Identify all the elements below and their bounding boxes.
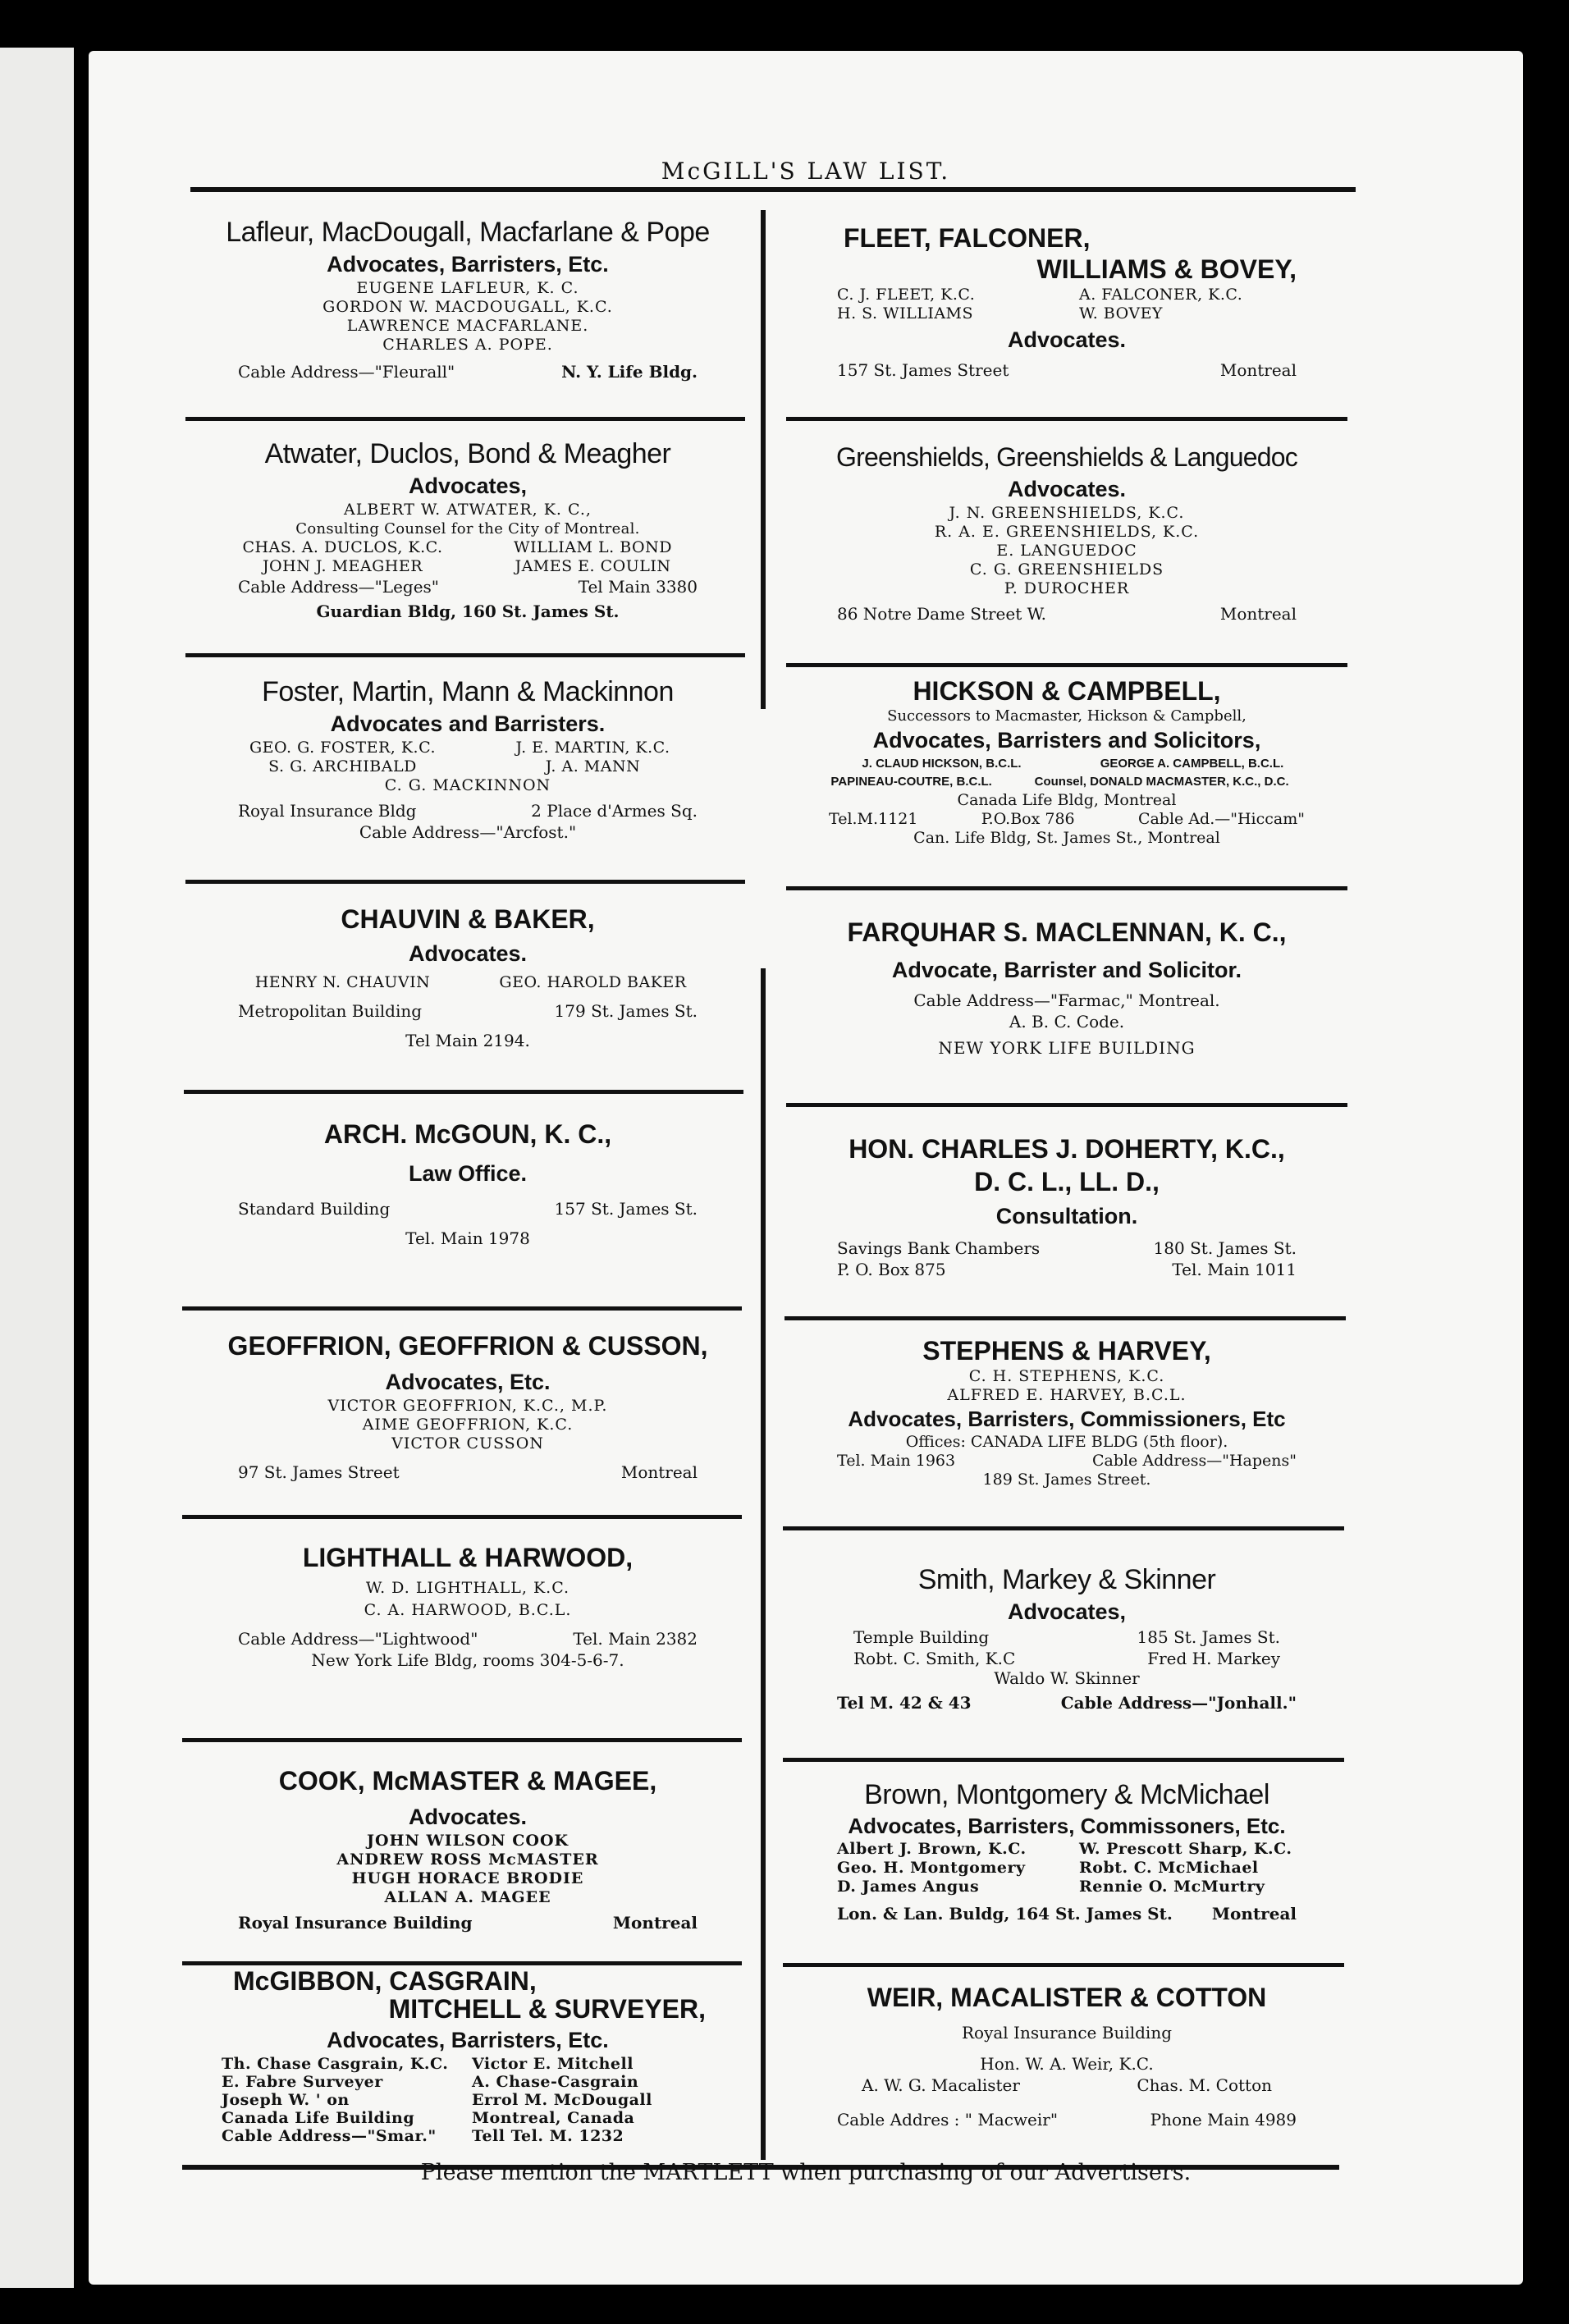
firm-name: Smith, Markey & Skinner [917, 1564, 1216, 1595]
header-rule [190, 187, 1356, 192]
partner-row [821, 2075, 1313, 2096]
partner-name: WILLIAM L. BOND [514, 538, 672, 556]
partner-name: GORDON W. MACDOUGALL, K.C. [322, 298, 613, 316]
contact-pair [222, 2127, 714, 2145]
listing-fleet [821, 222, 1313, 381]
firm-subtitle: Advocates, Barristers, Etc. [327, 2028, 609, 2052]
partner-pair [222, 538, 714, 557]
address: 2 Place d'Armes Sq. [531, 801, 698, 821]
contact-row [821, 2109, 1313, 2130]
cable-address: Cable Address—"Jonhall." [1060, 1693, 1297, 1713]
listing-cook [222, 1764, 714, 1933]
partner-name: Fred H. Markey [1147, 1649, 1280, 1668]
listing-atwater [222, 437, 714, 622]
firm-name: Greenshields, Greenshields & Languedoc [836, 442, 1297, 472]
firm-name: WEIR, MACALISTER & COTTON [867, 1983, 1267, 2012]
partner-name: Hon. W. A. Weir, K.C. [980, 2054, 1154, 2074]
firm-name: CHAUVIN & BAKER, [341, 904, 595, 934]
partner-name: C. A. HARWOOD, B.C.L. [364, 1601, 572, 1619]
firm-name: HICKSON & CAMPBELL, [913, 676, 1221, 706]
card-separator [185, 880, 745, 884]
contact-row [821, 1903, 1313, 1924]
address: 179 St. James St. [554, 1001, 698, 1021]
card-separator [185, 417, 745, 421]
address: 180 St. James St. [1153, 1238, 1297, 1258]
partner-name: ALBERT W. ATWATER, K. C., [344, 501, 592, 519]
column-divider [761, 210, 766, 709]
firm-name-line1: McGIBBON, CASGRAIN, [233, 1966, 537, 1996]
address: 97 St. James Street [238, 1462, 400, 1482]
partner-name: JOHN J. MEAGHER [262, 557, 423, 575]
partner-name: J. A. MANN [545, 757, 641, 775]
partner-name: Rennie O. McMurtry [1079, 1878, 1265, 1896]
partner-name: J. N. GREENSHIELDS, K.C. [949, 504, 1185, 522]
firm-subtitle: Advocates, Etc. [385, 1370, 551, 1394]
firm-name-line2: D. C. L., LL. D., [974, 1167, 1160, 1196]
partner-name: ALLAN A. MAGEE [384, 1888, 551, 1906]
card-separator [783, 1963, 1344, 1967]
telegraph-code: A. B. C. Code. [1009, 1012, 1125, 1032]
listing-mcgibbon [222, 1965, 714, 2145]
listing-lighthall [222, 1541, 714, 1671]
firm-subtitle: Advocates and Barristers. [330, 711, 606, 736]
cable-address: Cable Address—"Leges" [238, 577, 440, 597]
firm-name-line1: FLEET, FALCONER, [844, 223, 1091, 253]
building: Metropolitan Building [238, 1001, 423, 1021]
partner-name: W. BOVEY [1079, 304, 1163, 323]
partner-name: GEO. HAROLD BAKER [499, 973, 687, 991]
partner-name: ALFRED E. HARVEY, B.C.L. [947, 1386, 1187, 1404]
firm-subtitle: Advocates. [1007, 477, 1127, 501]
building: N. Y. Life Bldg. [561, 362, 698, 382]
contact-row [222, 1198, 714, 1219]
partner-name: A. Chase-Casgrain [472, 2073, 639, 2091]
po-box: P. O. Box 875 [837, 1260, 946, 1279]
partner-name: JAMES E. COULIN [515, 557, 671, 575]
card-separator [182, 1738, 742, 1742]
address: 189 St. James Street. [982, 1471, 1151, 1489]
contact-row [821, 810, 1313, 829]
telephone: Tel. Main 2382 [573, 1629, 698, 1649]
cable-address: Cable Address—"Farmac," Montreal. [913, 990, 1220, 1010]
firm-name: Brown, Montgomery & McMichael [864, 1779, 1269, 1810]
address: Canada Life Bldg, Montreal [957, 791, 1177, 809]
listing-mcgoun [222, 1118, 714, 1249]
firm-name-line2: MITCHELL & SURVEYER, [388, 1994, 706, 2024]
contact-row [821, 1626, 1313, 1648]
listing-geoffrion [222, 1329, 714, 1483]
partner-name: C. G. GREENSHIELDS [969, 560, 1164, 579]
contact-row [222, 361, 714, 382]
partner-name: Robt. C. Smith, K.C [853, 1649, 1016, 1668]
building: NEW YORK LIFE BUILDING [938, 1038, 1196, 1058]
partner-pair [222, 757, 714, 776]
partner-name: A. FALCONER, K.C. [1079, 286, 1243, 304]
partner-name: S. G. ARCHIBALD [268, 757, 417, 775]
firm-subtitle: Advocates, Barristers, Etc. [327, 252, 609, 277]
partner-name: W. D. LIGHTHALL, K.C. [365, 1579, 570, 1597]
telephone: Tell Tel. M. 1232 [472, 2127, 624, 2145]
partner-name: E. Fabre Surveyer [222, 2073, 383, 2091]
address: Guardian Bldg, 160 St. James St. [316, 602, 620, 621]
partner-name: R. A. E. GREENSHIELDS, K.C. [934, 523, 1200, 541]
partner-name: AIME GEOFFRION, K.C. [362, 1416, 574, 1434]
city: Montreal, Canada [472, 2109, 635, 2127]
cable-address: Cable Address—"Fleurall" [238, 362, 455, 382]
partner-name: CHAS. A. DUCLOS, K.C. [242, 538, 443, 556]
firm-subtitle: Advocates, Barristers, Commissioners, Etc [848, 1407, 1286, 1431]
contact-row [222, 576, 714, 597]
contact-row [821, 1259, 1313, 1280]
listing-chauvin [222, 903, 714, 1051]
contact-row [821, 603, 1313, 624]
cable-address: Cable Address—"Smar." [222, 2127, 437, 2145]
contact-row [222, 800, 714, 821]
partner-pair [821, 1840, 1313, 1859]
contact-row [821, 1452, 1313, 1471]
firm-name: Lafleur, MacDougall, Macfarlane & Pope [226, 217, 710, 248]
partner-name: Robt. C. McMichael [1079, 1859, 1259, 1877]
contact-row [821, 1237, 1313, 1259]
telephone: Tel. Main 1963 [837, 1452, 956, 1470]
partner-name: HUGH HORACE BRODIE [351, 1869, 584, 1887]
partner-name: PAPINEAU-COUTRE, B.C.L. [830, 775, 992, 789]
po-box: P.O.Box 786 [981, 810, 1075, 828]
partner-pair [821, 773, 1313, 791]
partner-pair [222, 973, 714, 992]
building: Savings Bank Chambers [837, 1238, 1041, 1258]
partner-name: GEORGE A. CAMPBELL, B.C.L. [1100, 757, 1284, 771]
city: Montreal [1211, 1904, 1297, 1924]
listing-smith [821, 1562, 1313, 1713]
building: Standard Building [238, 1199, 391, 1219]
building: Royal Insurance Building [961, 2023, 1172, 2043]
partner-pair [222, 557, 714, 576]
contact-row [821, 359, 1313, 381]
city: Montreal [1219, 604, 1297, 624]
contact-pair [222, 2109, 714, 2127]
card-separator [783, 1758, 1344, 1762]
telephone: Tel Main 2194. [405, 1031, 530, 1050]
firm-subtitle: Advocate, Barrister and Solicitor. [891, 958, 1242, 982]
partner-name: JOHN WILSON COOK [366, 1832, 570, 1850]
cable-address: Cable Ad.—"Hiccam" [1137, 810, 1305, 828]
firm-subtitle: Advocates. [408, 941, 528, 966]
partner-name: C. G. MACKINNON [384, 776, 551, 794]
contact-row [821, 1692, 1313, 1713]
listing-weir [821, 1981, 1313, 2130]
cable-address: Cable Address—"Arcfost." [359, 822, 577, 842]
city: Montreal [1219, 360, 1297, 380]
firm-subtitle: Law Office. [408, 1161, 528, 1186]
firm-name: LIGHTHALL & HARWOOD, [302, 1543, 634, 1572]
building: Royal Insurance Bldg [238, 801, 417, 821]
firm-subtitle: Advocates, [1007, 1599, 1127, 1624]
telephone: Tel.M.1121 [829, 810, 918, 828]
telephone: Tel. Main 1978 [405, 1228, 530, 1248]
partner-name: Joseph W. ' on [222, 2091, 350, 2109]
card-separator [185, 653, 745, 657]
listing-lafleur [222, 215, 714, 382]
card-separator [786, 417, 1347, 421]
partner-name: HENRY N. CHAUVIN [254, 973, 431, 991]
counsel-name: Counsel, DONALD MACMASTER, K.C., D.C. [1034, 775, 1289, 789]
cable-address: Cable Address—"Lightwood" [238, 1629, 478, 1649]
partner-name: Albert J. Brown, K.C. [837, 1840, 1027, 1858]
telephone: Tel. Main 1011 [1172, 1260, 1297, 1279]
previous-page-edge [0, 48, 74, 2288]
address: 157 St. James St. [554, 1199, 698, 1219]
partner-name: C. H. STEPHENS, K.C. [968, 1367, 1165, 1385]
firm-subtitle: Advocates. [1007, 327, 1127, 352]
telephone: Phone Main 4989 [1150, 2110, 1297, 2130]
card-separator [783, 1526, 1344, 1530]
contact-row [222, 1912, 714, 1933]
telephone: Tel Main 3380 [578, 577, 698, 597]
card-separator [182, 1515, 742, 1519]
contact-row [222, 1628, 714, 1649]
partner-name: Victor E. Mitchell [472, 2055, 634, 2073]
partner-pair [821, 755, 1313, 773]
partner-name: Errol M. McDougall [472, 2091, 652, 2109]
city: Montreal [612, 1913, 698, 1933]
partner-name: J. E. MARTIN, K.C. [515, 739, 670, 757]
partner-name: EUGENE LAFLEUR, K. C. [356, 279, 579, 297]
firm-name-line2: WILLIAMS & BOVEY, [1036, 254, 1297, 284]
firm-subtitle: Advocates. [408, 1805, 528, 1829]
card-separator [786, 886, 1347, 890]
partner-name: LAWRENCE MACFARLANE. [346, 317, 589, 335]
footer-note: Please mention the MARTLETT when purchasing of our Advertisers. [420, 2160, 1192, 2185]
telephone: Tel M. 42 & 43 [837, 1693, 972, 1713]
partner-pair [222, 2055, 714, 2073]
firm-name: GEOFFRION, GEOFFRION & CUSSON, [227, 1331, 708, 1361]
card-separator [784, 1316, 1346, 1320]
building: Royal Insurance Building [238, 1913, 473, 1933]
listing-doherty [821, 1132, 1313, 1280]
partner-name: Th. Chase Casgrain, K.C. [222, 2055, 449, 2073]
firm-name: FARQUHAR S. MACLENNAN, K. C., [847, 917, 1287, 947]
card-separator [182, 1306, 742, 1311]
offices: Offices: CANADA LIFE BLDG (5th floor). [905, 1433, 1228, 1451]
partner-name: ANDREW ROSS McMASTER [336, 1851, 599, 1869]
firm-subtitle: Advocates, [408, 473, 528, 498]
contact-row [222, 1462, 714, 1483]
address: 185 St. James St. [1137, 1627, 1280, 1647]
column-divider [761, 968, 766, 2160]
contact-row [222, 1000, 714, 1022]
partner-name: D. James Angus [837, 1878, 980, 1896]
card-separator [786, 1103, 1347, 1107]
building: Canada Life Building [222, 2109, 415, 2127]
firm-subtitle: Consultation. [995, 1204, 1138, 1228]
partner-name: CHARLES A. POPE. [382, 336, 553, 354]
partner-name: GEO. G. FOSTER, K.C. [249, 739, 436, 757]
listing-foster [222, 675, 714, 843]
firm-subtitle: Advocates, Barristers and Solicitors, [872, 728, 1261, 753]
partner-row [821, 1648, 1313, 1669]
listing-greenshields [821, 440, 1313, 624]
address: 86 Notre Dame Street W. [837, 604, 1047, 624]
listing-hickson [821, 675, 1313, 848]
address: New York Life Bldg, rooms 304-5-6-7. [311, 1650, 624, 1670]
listing-maclennan [821, 916, 1313, 1059]
listing-brown [821, 1777, 1313, 1924]
building: Temple Building [853, 1627, 990, 1647]
firm-name: Atwater, Duclos, Bond & Meagher [264, 438, 671, 469]
card-separator [184, 1090, 743, 1094]
partner-name: A. W. G. Macalister [862, 2075, 1020, 2095]
partner-pair [821, 1859, 1313, 1878]
partner-note: Consulting Counsel for the City of Montreal. [295, 520, 640, 538]
address: Lon. & Lan. Buldg, 164 St. James St. [837, 1904, 1173, 1924]
partner-name: J. CLAUD HICKSON, B.C.L. [862, 757, 1022, 771]
partner-name: H. S. WILLIAMS [837, 304, 974, 323]
listing-stephens [821, 1334, 1313, 1489]
cable-address: Cable Address—"Hapens" [1091, 1452, 1297, 1470]
card-separator [786, 663, 1347, 667]
partner-name: P. DUROCHER [1004, 579, 1130, 597]
partner-name: W. Prescott Sharp, K.C. [1079, 1840, 1292, 1858]
partner-name: Chas. M. Cotton [1137, 2075, 1272, 2095]
partner-name: VICTOR GEOFFRION, K.C., M.P. [327, 1397, 608, 1415]
firm-name: COOK, McMASTER & MAGEE, [278, 1766, 657, 1796]
partner-name: E. LANGUEDOC [996, 542, 1137, 560]
successors-note: Successors to Macmaster, Hickson & Campbell, [887, 707, 1247, 725]
firm-name: ARCH. McGOUN, K. C., [323, 1119, 612, 1149]
city: Montreal [620, 1462, 698, 1482]
partner-pair [222, 2073, 714, 2091]
partner-pair [821, 1878, 1313, 1896]
cable-address: Cable Addres : " Macweir" [837, 2110, 1059, 2130]
partner-pair [821, 304, 1313, 323]
firm-name: STEPHENS & HARVEY, [922, 1336, 1211, 1366]
partner-pair [222, 739, 714, 757]
partner-name: VICTOR CUSSON [391, 1434, 544, 1452]
partner-pair [222, 2091, 714, 2109]
partner-pair [821, 286, 1313, 304]
partner-name: C. J. FLEET, K.C. [837, 286, 976, 304]
address: Can. Life Bldg, St. James St., Montreal [913, 829, 1220, 847]
partner-name: Waldo W. Skinner [994, 1668, 1140, 1688]
running-head: McGILL'S LAW LIST. [661, 158, 951, 185]
firm-subtitle: Advocates, Barristers, Commissoners, Etc. [848, 1814, 1286, 1838]
firm-name: Foster, Martin, Mann & Mackinnon [262, 676, 674, 707]
address: 157 St. James Street [837, 360, 1009, 380]
partner-name: Geo. H. Montgomery [837, 1859, 1026, 1877]
firm-name-line1: HON. CHARLES J. DOHERTY, K.C., [849, 1134, 1285, 1164]
